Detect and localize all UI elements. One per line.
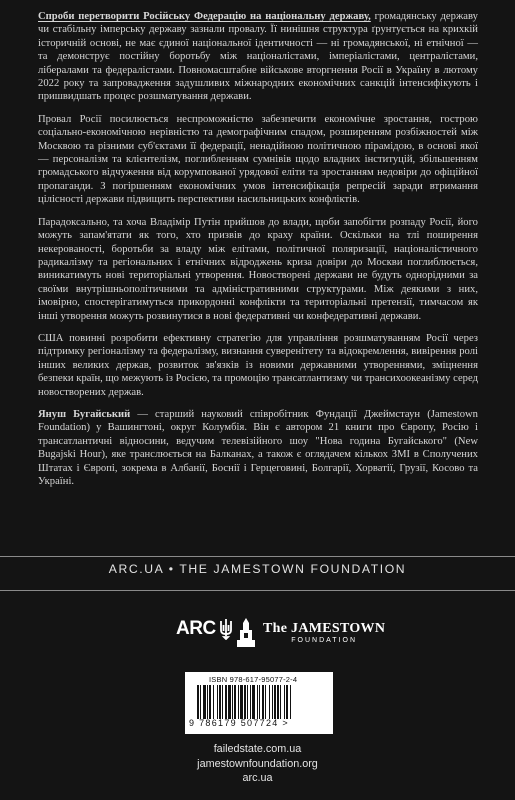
publisher-tagline: ARC.UA • THE JAMESTOWN FOUNDATION (108, 562, 407, 576)
paragraph-paradox: Парадоксально, та хоча Владімір Путін прийшов до влади, щоби запобігти розпаду Росії, його можуть запам'ятати як того, хто призвів до краху країни. Оскільки на тлі поширення некеровaності, боротьби за владу між елітами, політичної поляризації, націоналістичного радикалізму та регіональних і етнічних відроджень криза довіри до Москви поглиблюється, виникатимуть нові територіальні утворення. Новостворені держави не будуть однорідними за своїми внутрішньополітичними та адміністративними структурами. Між деякими з них, імовірно, спостерігатимуться прикордонні конфлікти та територіальні претензії, тимчасом як інші утворення можуть розвинутися в нові федеративні чи конфедеративні держави. (38, 216, 478, 322)
publisher-logos (0, 616, 515, 656)
jamestown-logo (233, 618, 385, 648)
jamestown-logo-subtitle: FOUNDATION (291, 637, 358, 644)
isbn-number: ISBN 978-617-95077-2-4 (209, 675, 298, 684)
isbn-barcode (185, 672, 333, 734)
intro-lead: Спроби перетворити Російську Федерацію на національну державу, (38, 11, 371, 22)
barcode-digits: 9 786179 507724 > (189, 718, 289, 728)
paragraph-usa-strategy: США повинні розробити ефективну стратегію для управління розшматуванням Росії через підтримку регіоналізму та федералізму, визнання суверенітету та відокремлення, вивірення ролі інших великих держав, розвиток зв'язків із новими державними утвореннями, зміцнення безпеки країн, що межують із Росією, та промоцію трансатлантизму чи трансихоокеанізму серед новостворених держав. (38, 332, 478, 398)
url-jamestown[interactable]: jamestownfoundation.org (197, 757, 318, 770)
arc-logo (176, 618, 234, 640)
tower-icon (233, 618, 259, 648)
arc-logo-text: ARC (176, 618, 216, 639)
website-links (0, 742, 515, 786)
paragraph-failure: Провал Росії посилюється неспроможністю забезпечити економічне зростання, гострою соціально-економічною нерівністю та демографічним спадом, розширенням розбіжностей між Москвою та різними суб'єктами її федерації, ненадійною політичною пірамідою, в основі якої — персоналізм та клієнтелізм, поглибленням сумнівів щодо владних інституцій, збільшенням громадського відчуження від корумпованої урядової еліти та зростанням недовіри до офіційної пропаганди. З погіршенням економічних умов інтенсифікація репресій заради втримання цілісності держави підвищить перспективи насильницьких конфліктів. (38, 113, 478, 206)
back-cover-text (38, 10, 478, 497)
paragraph-intro (38, 10, 478, 104)
url-failedstate[interactable]: failedstate.com.ua (213, 743, 302, 755)
author-bio (38, 408, 478, 488)
author-bio-text: — старший науковий співробітник Фундації Джеймстаун (Jamestown Foundation) у Вашингтоні, округ Колумбія. Він є автором 21 книги про Європу, Росію і трансатлантичні відносини, ведучим телевізійного шоу "Нова година Бугайського" (New Bugajski Hour), яке транслюється на Балканах, а також є оглядачем кількох ЗМІ в Сполучених Штатах і Європі, зокрема в Албанії, Боснії і Герцеговині, Болгарії, Хорватії, Грузії, Косово та Україні. (38, 408, 479, 487)
trident-icon (218, 618, 234, 640)
jamestown-logo-title: The JAMESTOWN (263, 621, 386, 636)
barcode-bars (197, 685, 323, 719)
footer-divider-bottom (0, 590, 515, 591)
intro-text: громадянську державу чи стабільну імперську державу зазнали провалу. Її нинішня структура ґрунтується на крихкій історичній основі, не має єдиної національної ідентичності — ні громадянської, ні етнічної — та демонструє постійну боротьбу між націоналістами, імперіалістами, централістами, лібералами та федералістами. Повномасштабне військове вторгнення Росії в Україну в лютому 2022 року та запровадження задушливих міжнародних економічних санкцій інтенсифікують і пришвидшать процес розшматування держави. (38, 11, 478, 103)
footer-divider-top (0, 556, 515, 557)
author-name: Януш Бугайський (38, 408, 131, 420)
url-arc[interactable]: arc.ua (242, 772, 273, 784)
